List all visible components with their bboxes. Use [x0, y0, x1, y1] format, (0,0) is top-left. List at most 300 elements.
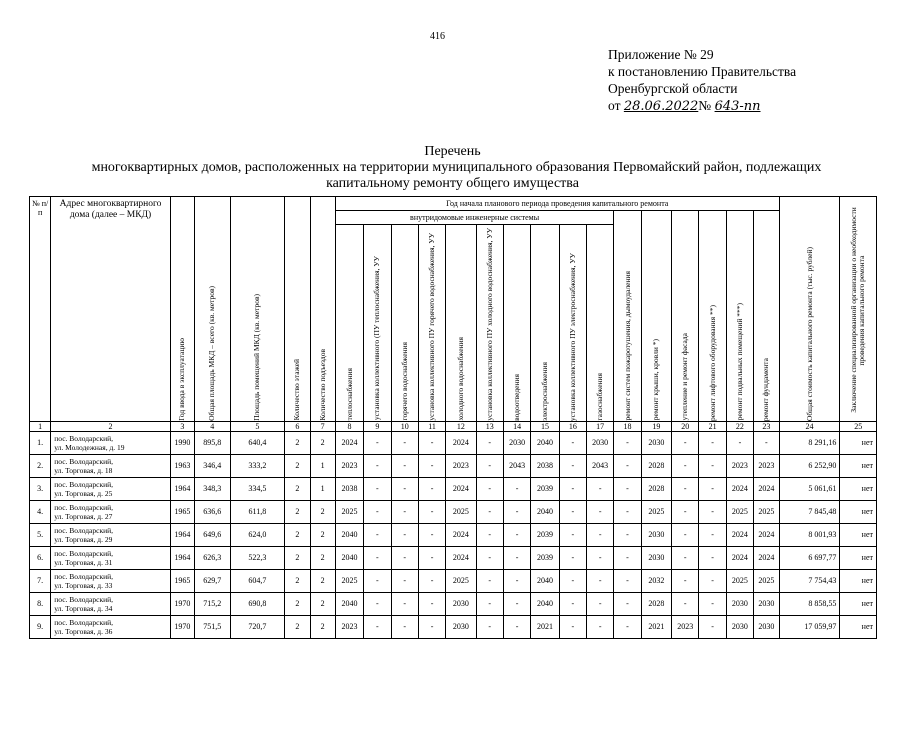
row-repair-year: 2039: [531, 546, 559, 569]
row-repair-year: 2023: [335, 615, 363, 638]
row-premises-area: 624,0: [230, 523, 285, 546]
header-sys-8: [559, 225, 586, 422]
row-repair-year: 2024: [726, 477, 753, 500]
header-conclusion: [840, 197, 877, 422]
row-repair-year: 2024: [446, 546, 476, 569]
row-repair-year: -: [614, 500, 641, 523]
row-repair-year: -: [418, 615, 445, 638]
column-number: 23: [754, 421, 780, 431]
row-repair-year: 2030: [726, 615, 753, 638]
row-repair-year: -: [699, 592, 726, 615]
row-conclusion: нет: [840, 500, 877, 523]
row-repair-year: 2024: [754, 477, 780, 500]
header-systems-group: внутридомовые инженерные системы: [335, 211, 614, 225]
row-floors: 2: [285, 431, 310, 454]
column-numbers-row: [30, 421, 877, 431]
page-number: 416: [430, 31, 445, 42]
row-repair-year: -: [559, 546, 586, 569]
header-other-4: [726, 211, 753, 422]
row-repair-year: 2024: [726, 546, 753, 569]
row-repair-year: 2023: [754, 454, 780, 477]
row-repair-year: 2030: [641, 431, 671, 454]
address-settlement: пос. Володарский,: [54, 433, 113, 443]
table-row: [30, 569, 877, 592]
row-total-cost: 5 061,61: [779, 477, 840, 500]
header-other-3: [699, 211, 726, 422]
row-repair-year: -: [364, 431, 391, 454]
header-sys-2-label: горячего водоснабжения: [399, 342, 409, 421]
row-repair-year: 2043: [586, 454, 613, 477]
row-repair-year: 2030: [503, 431, 530, 454]
header-no: № п/п: [30, 197, 51, 422]
header-year-built-label: Год ввода в эксплуатацию: [177, 337, 187, 421]
row-premises-area: 720,7: [230, 615, 285, 638]
header-sys-1-label: установка коллективного (ПУ теплоснабжения, УУ: [372, 256, 382, 421]
column-number-row: [30, 421, 877, 431]
address-settlement: пос. Володарский,: [54, 594, 113, 604]
row-address: [51, 523, 171, 546]
row-conclusion: нет: [840, 431, 877, 454]
row-repair-year: 2023: [726, 454, 753, 477]
row-repair-year: -: [699, 454, 726, 477]
row-repair-year: -: [476, 592, 503, 615]
row-repair-year: 2024: [446, 431, 476, 454]
row-floors: 2: [285, 523, 310, 546]
appendix-line-1: Приложение № 29: [608, 47, 714, 62]
row-repair-year: -: [503, 615, 530, 638]
row-address: [51, 592, 171, 615]
row-address: [51, 431, 171, 454]
row-repair-year: -: [586, 500, 613, 523]
column-number: 17: [586, 421, 613, 431]
column-number: 2: [51, 421, 171, 431]
appendix-from: от: [608, 98, 621, 113]
row-repair-year: 2024: [446, 477, 476, 500]
row-entrances: 2: [310, 500, 335, 523]
row-repair-year: -: [391, 615, 418, 638]
header-total-area: [195, 197, 230, 422]
row-repair-year: 2043: [503, 454, 530, 477]
header-total-area-label: Общая площадь МКД – всего (кв. метров): [207, 285, 217, 421]
row-repair-year: -: [699, 477, 726, 500]
row-repair-year: 2030: [586, 431, 613, 454]
address-settlement: пос. Володарский,: [54, 571, 113, 581]
row-repair-year: -: [614, 523, 641, 546]
row-repair-year: -: [586, 569, 613, 592]
column-number: 12: [446, 421, 476, 431]
row-repair-year: -: [699, 500, 726, 523]
column-number: 24: [779, 421, 840, 431]
row-repair-year: 2028: [641, 477, 671, 500]
row-number: 7.: [30, 569, 51, 592]
address-street: ул. Торговая, д. 29: [54, 534, 113, 544]
row-repair-year: -: [364, 477, 391, 500]
row-total-area: 751,5: [195, 615, 230, 638]
row-repair-year: -: [364, 454, 391, 477]
row-repair-year: 2040: [531, 500, 559, 523]
address-settlement: пос. Володарский,: [54, 525, 113, 535]
row-premises-area: 333,2: [230, 454, 285, 477]
column-number: 20: [672, 421, 699, 431]
row-entrances: 2: [310, 615, 335, 638]
row-repair-year: 2025: [335, 569, 363, 592]
row-repair-year: -: [586, 592, 613, 615]
column-number: 10: [391, 421, 418, 431]
header-other-2-label: утепление и ремонт фасада: [680, 333, 690, 421]
row-repair-year: -: [672, 569, 699, 592]
header-sys-1: [364, 225, 391, 422]
row-repair-year: -: [391, 592, 418, 615]
header-sys-3-label: установка коллективного ПУ горячего водоснабжения, УУ: [427, 233, 437, 421]
header-sys-9-label: газоснабжения: [595, 373, 605, 421]
row-repair-year: -: [559, 569, 586, 592]
column-number: 19: [641, 421, 671, 431]
row-total-area: 636,6: [195, 500, 230, 523]
row-repair-year: -: [586, 546, 613, 569]
header-other-2: [672, 211, 699, 422]
header-floors-label: Количество этажей: [292, 359, 302, 421]
row-repair-year: -: [418, 546, 445, 569]
row-repair-year: 2028: [641, 592, 671, 615]
header-premises-area-label: Площадь помещений МКД (кв. метров): [252, 293, 262, 421]
row-repair-year: 2025: [641, 500, 671, 523]
row-year-built: 1965: [170, 500, 194, 523]
column-number: 18: [614, 421, 641, 431]
row-year-built: 1990: [170, 431, 194, 454]
row-repair-year: 2030: [641, 523, 671, 546]
row-number: 9.: [30, 615, 51, 638]
row-repair-year: -: [503, 477, 530, 500]
row-number: 8.: [30, 592, 51, 615]
appendix-date: 28.06.2022: [623, 99, 699, 114]
row-repair-year: 2040: [335, 523, 363, 546]
row-premises-area: 611,8: [230, 500, 285, 523]
row-repair-year: -: [391, 500, 418, 523]
row-total-cost: 8 858,55: [779, 592, 840, 615]
header-sys-3: [418, 225, 445, 422]
header-other-0: [614, 211, 641, 422]
row-premises-area: 690,8: [230, 592, 285, 615]
row-year-built: 1970: [170, 592, 194, 615]
row-entrances: 2: [310, 431, 335, 454]
row-repair-year: -: [476, 546, 503, 569]
row-repair-year: -: [391, 523, 418, 546]
table-row: [30, 546, 877, 569]
row-repair-year: -: [364, 592, 391, 615]
row-repair-year: -: [418, 592, 445, 615]
row-repair-year: -: [364, 546, 391, 569]
appendix-number-sign: №: [698, 98, 712, 113]
row-repair-year: 2039: [531, 477, 559, 500]
row-total-cost: 8 001,93: [779, 523, 840, 546]
row-repair-year: -: [476, 454, 503, 477]
table-row: [30, 592, 877, 615]
column-number: 6: [285, 421, 310, 431]
row-repair-year: 2024: [726, 523, 753, 546]
address-street: ул. Торговая, д. 31: [54, 557, 113, 567]
column-number: 9: [364, 421, 391, 431]
row-entrances: 2: [310, 592, 335, 615]
table-row: [30, 615, 877, 638]
row-repair-year: -: [391, 431, 418, 454]
row-repair-year: 2040: [531, 592, 559, 615]
header-sys-0: [335, 225, 363, 422]
column-number: 16: [559, 421, 586, 431]
header-sys-6-label: водоотведения: [512, 373, 522, 421]
row-year-built: 1964: [170, 523, 194, 546]
title-line-1: Перечень: [424, 144, 481, 159]
row-repair-year: -: [418, 569, 445, 592]
address-street: ул. Торговая, д. 27: [54, 511, 113, 521]
row-repair-year: -: [503, 523, 530, 546]
row-entrances: 2: [310, 569, 335, 592]
column-number: 5: [230, 421, 285, 431]
row-repair-year: 2025: [446, 500, 476, 523]
column-number: 13: [476, 421, 503, 431]
row-total-area: 626,3: [195, 546, 230, 569]
row-repair-year: 2030: [446, 615, 476, 638]
row-year-built: 1963: [170, 454, 194, 477]
header-premises-area: [230, 197, 285, 422]
row-entrances: 1: [310, 454, 335, 477]
row-repair-year: -: [559, 477, 586, 500]
row-address: [51, 569, 171, 592]
address-settlement: пос. Володарский,: [54, 617, 113, 627]
column-number: 4: [195, 421, 230, 431]
row-repair-year: -: [726, 431, 753, 454]
appendix-line-4: [608, 97, 796, 115]
row-repair-year: -: [418, 523, 445, 546]
table-body: [30, 431, 877, 638]
title-line-2: многоквартирных домов, расположенных на территории муниципального образования Первомайский район, подлежащих: [91, 160, 822, 175]
row-repair-year: 2021: [641, 615, 671, 638]
row-repair-year: -: [476, 523, 503, 546]
title-line-3: капитальному ремонту общего имущества: [326, 176, 579, 191]
row-address: [51, 500, 171, 523]
row-repair-year: 2023: [446, 454, 476, 477]
row-number: 5.: [30, 523, 51, 546]
row-repair-year: 2025: [754, 569, 780, 592]
row-repair-year: -: [476, 477, 503, 500]
header-sys-6: [503, 225, 530, 422]
row-repair-year: -: [418, 431, 445, 454]
header-sys-7: [531, 225, 559, 422]
row-entrances: 2: [310, 546, 335, 569]
table-row: [30, 477, 877, 500]
header-floors: [285, 197, 310, 422]
address-street: ул. Торговая, д. 33: [54, 580, 113, 590]
row-repair-year: 2024: [754, 546, 780, 569]
address-street: ул. Торговая, д. 25: [54, 488, 113, 498]
row-repair-year: -: [699, 615, 726, 638]
table-row: [30, 454, 877, 477]
houses-table: [29, 196, 877, 639]
row-repair-year: 2030: [641, 546, 671, 569]
row-repair-year: 2030: [726, 592, 753, 615]
row-floors: 2: [285, 477, 310, 500]
address-street: ул. Торговая, д. 34: [54, 603, 113, 613]
row-number: 1.: [30, 431, 51, 454]
row-repair-year: -: [672, 592, 699, 615]
row-conclusion: нет: [840, 569, 877, 592]
row-repair-year: 2024: [335, 431, 363, 454]
row-repair-year: 2032: [641, 569, 671, 592]
appendix-block: [608, 46, 796, 115]
header-entrances-label: Количество подъездов: [317, 348, 327, 421]
row-repair-year: 2040: [531, 569, 559, 592]
row-repair-year: -: [418, 500, 445, 523]
row-floors: 2: [285, 546, 310, 569]
row-repair-year: 2030: [446, 592, 476, 615]
column-number: 21: [699, 421, 726, 431]
row-total-cost: 17 059,97: [779, 615, 840, 638]
row-repair-year: -: [559, 592, 586, 615]
row-repair-year: 2025: [754, 500, 780, 523]
header-other-3-label: ремонт лифтового оборудования **): [707, 304, 717, 421]
row-repair-year: -: [559, 454, 586, 477]
row-repair-year: -: [391, 569, 418, 592]
row-repair-year: 2038: [335, 477, 363, 500]
row-repair-year: -: [418, 477, 445, 500]
row-repair-year: -: [476, 431, 503, 454]
header-address: Адрес многоквартирного дома (далее – МКД): [51, 197, 171, 422]
appendix-line-3: Оренбургской области: [608, 81, 738, 96]
header-sys-7-label: электроснабжения: [539, 361, 549, 421]
table-row: [30, 523, 877, 546]
row-total-area: 346,4: [195, 454, 230, 477]
row-repair-year: 2040: [531, 431, 559, 454]
row-repair-year: 2023: [672, 615, 699, 638]
row-conclusion: нет: [840, 523, 877, 546]
row-repair-year: -: [614, 546, 641, 569]
row-floors: 2: [285, 569, 310, 592]
appendix-number: 643-пп: [714, 99, 761, 114]
header-other-1: [641, 211, 671, 422]
row-number: 4.: [30, 500, 51, 523]
row-repair-year: -: [614, 615, 641, 638]
row-repair-year: -: [699, 523, 726, 546]
row-total-cost: 6 697,77: [779, 546, 840, 569]
address-street: ул. Молодежная, д. 19: [54, 442, 125, 452]
row-repair-year: 2025: [726, 500, 753, 523]
address-street: ул. Торговая, д. 36: [54, 626, 113, 636]
address-settlement: пос. Володарский,: [54, 456, 113, 466]
header-other-5-label: ремонт фундамента: [761, 357, 771, 421]
header-other-1-label: ремонт крыши, кровли *): [651, 339, 661, 421]
document-title: [0, 144, 905, 192]
column-number: 11: [418, 421, 445, 431]
row-total-area: 649,6: [195, 523, 230, 546]
row-conclusion: нет: [840, 546, 877, 569]
row-repair-year: -: [503, 500, 530, 523]
header-sys-5: [476, 225, 503, 422]
row-repair-year: -: [699, 431, 726, 454]
header-other-5: [754, 211, 780, 422]
row-address: [51, 615, 171, 638]
header-sys-2: [391, 225, 418, 422]
row-repair-year: -: [503, 546, 530, 569]
row-repair-year: -: [586, 523, 613, 546]
header-conclusion-label: Заключение специализированной организации о необходимости проведения капитального ремонта: [849, 207, 867, 414]
row-repair-year: -: [503, 569, 530, 592]
row-address: [51, 454, 171, 477]
row-number: 6.: [30, 546, 51, 569]
row-total-area: 715,2: [195, 592, 230, 615]
row-repair-year: 2021: [531, 615, 559, 638]
row-address: [51, 477, 171, 500]
row-repair-year: -: [391, 546, 418, 569]
row-repair-year: -: [672, 431, 699, 454]
row-entrances: 1: [310, 477, 335, 500]
column-number: 1: [30, 421, 51, 431]
column-number: 14: [503, 421, 530, 431]
row-year-built: 1970: [170, 615, 194, 638]
row-repair-year: -: [614, 477, 641, 500]
row-repair-year: 2025: [446, 569, 476, 592]
table-row: [30, 431, 877, 454]
row-total-area: 348,3: [195, 477, 230, 500]
row-repair-year: -: [586, 615, 613, 638]
header-sys-8-label: установка коллективного ПУ электроснабжения, УУ: [567, 252, 577, 421]
header-period-group: Год начала планового периода проведения капитального ремонта: [335, 197, 779, 211]
row-repair-year: 2025: [726, 569, 753, 592]
row-repair-year: -: [364, 569, 391, 592]
header-year-built: [170, 197, 194, 422]
header-other-4-label: ремонт подвальных помещений ***): [734, 303, 744, 421]
row-year-built: 1965: [170, 569, 194, 592]
row-repair-year: -: [699, 569, 726, 592]
row-repair-year: 2038: [531, 454, 559, 477]
row-repair-year: 2039: [531, 523, 559, 546]
row-address: [51, 546, 171, 569]
row-repair-year: -: [391, 454, 418, 477]
header-total-cost-label: Общая стоимость капитального ремонта (тыс. рублей): [804, 246, 814, 421]
row-repair-year: -: [476, 615, 503, 638]
row-floors: 2: [285, 592, 310, 615]
row-repair-year: 2040: [335, 592, 363, 615]
row-repair-year: -: [614, 431, 641, 454]
row-repair-year: -: [364, 523, 391, 546]
row-year-built: 1964: [170, 546, 194, 569]
row-repair-year: -: [586, 477, 613, 500]
row-repair-year: -: [672, 477, 699, 500]
address-settlement: пос. Володарский,: [54, 502, 113, 512]
column-number: 7: [310, 421, 335, 431]
row-floors: 2: [285, 615, 310, 638]
appendix-line-2: к постановлению Правительства: [608, 64, 797, 79]
address-settlement: пос. Володарский,: [54, 548, 113, 558]
row-repair-year: -: [476, 569, 503, 592]
row-repair-year: -: [672, 523, 699, 546]
row-number: 3.: [30, 477, 51, 500]
header-sys-0-label: теплоснабжения: [344, 368, 354, 421]
row-entrances: 2: [310, 523, 335, 546]
row-repair-year: -: [391, 477, 418, 500]
row-repair-year: 2030: [754, 615, 780, 638]
row-total-cost: 7 845,48: [779, 500, 840, 523]
row-repair-year: -: [614, 592, 641, 615]
header-sys-5-label: установка коллективного ПУ холодного водоснабжения, УУ: [484, 228, 494, 421]
row-repair-year: -: [614, 569, 641, 592]
address-settlement: пос. Володарский,: [54, 479, 113, 489]
row-repair-year: 2028: [641, 454, 671, 477]
row-total-area: 895,8: [195, 431, 230, 454]
header-total-cost: [779, 197, 840, 422]
row-premises-area: 604,7: [230, 569, 285, 592]
row-repair-year: -: [699, 546, 726, 569]
row-floors: 2: [285, 500, 310, 523]
header-sys-9: [586, 225, 613, 422]
